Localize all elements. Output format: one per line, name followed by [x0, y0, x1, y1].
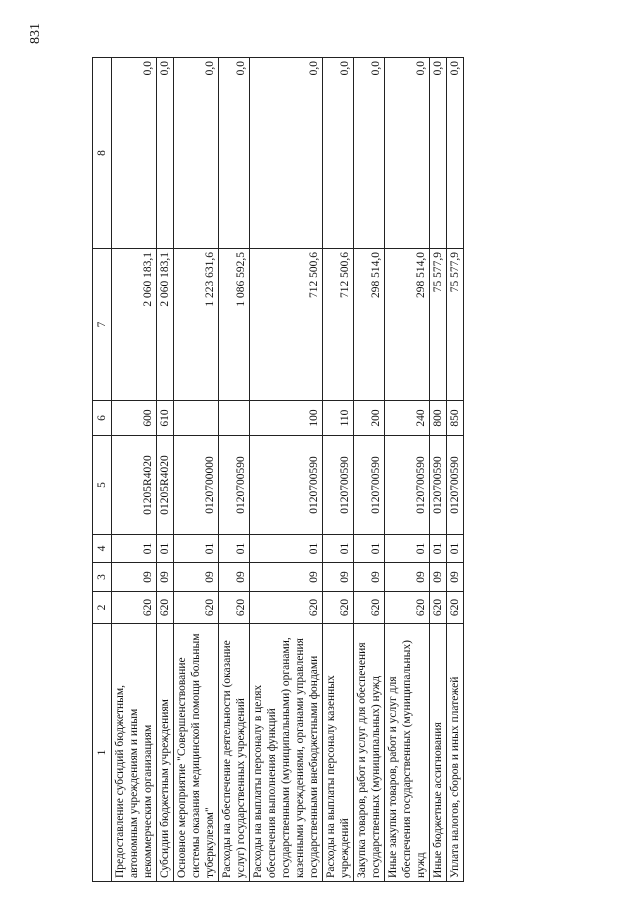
cell-c5: 01205R4020 [157, 436, 174, 535]
cell-c5: 0120700590 [447, 436, 464, 535]
cell-c4: 01 [354, 535, 385, 563]
cell-c5: 0120700590 [385, 436, 430, 535]
cell-c7: 1 223 631,6 [174, 249, 219, 401]
cell-name: Субсидии бюджетным учреждениям [157, 624, 174, 882]
cell-c4: 01 [447, 535, 464, 563]
cell-c7: 2 060 183,1 [112, 249, 157, 401]
cell-name: Расходы на обеспечение деятельности (оказание услуг) государственных учреждений [219, 624, 250, 882]
header-row [93, 58, 112, 882]
cell-c5: 0120700590 [250, 436, 323, 535]
cell-c8: 0,0 [157, 58, 174, 249]
cell-c3: 09 [174, 563, 219, 592]
cell-c3: 09 [112, 563, 157, 592]
cell-c4: 01 [250, 535, 323, 563]
budget-table [92, 57, 464, 882]
cell-c3: 09 [354, 563, 385, 592]
table-row [112, 58, 157, 882]
cell-name: Предоставление субсидий бюджетным, автономным учреждениям и иным некоммерческим организациям [112, 624, 157, 882]
header-col-1: 1 [93, 624, 112, 882]
rotated-table-container [92, 58, 494, 882]
cell-c4: 01 [385, 535, 430, 563]
cell-c3: 09 [250, 563, 323, 592]
cell-c2: 620 [112, 592, 157, 624]
table-row [447, 58, 464, 882]
cell-c6: 600 [112, 401, 157, 436]
table-row [157, 58, 174, 882]
cell-c2: 620 [430, 592, 447, 624]
page-number: 831 [28, 23, 43, 44]
cell-c8: 0,0 [174, 58, 219, 249]
cell-name: Закупка товаров, работ и услуг для обеспечения государственных (муниципальных) нужд [354, 624, 385, 882]
cell-c4: 01 [157, 535, 174, 563]
cell-c8: 0,0 [430, 58, 447, 249]
cell-c6 [174, 401, 219, 436]
cell-c2: 620 [354, 592, 385, 624]
cell-c5: 0120700000 [174, 436, 219, 535]
header-col-2: 2 [93, 592, 112, 624]
cell-c6: 850 [447, 401, 464, 436]
cell-c4: 01 [430, 535, 447, 563]
cell-c7: 712 500,6 [250, 249, 323, 401]
cell-c3: 09 [157, 563, 174, 592]
cell-c7: 712 500,6 [323, 249, 354, 401]
cell-c8: 0,0 [112, 58, 157, 249]
cell-c7: 75 577,9 [447, 249, 464, 401]
cell-c7: 1 086 592,5 [219, 249, 250, 401]
cell-name: Расходы на выплаты персоналу в целях обеспечения выполнения функций государственными (муниципальными) органами, казенными учреждениями, органами управления государственными внебюджетными фондами [250, 624, 323, 882]
table-row [385, 58, 430, 882]
cell-c2: 620 [385, 592, 430, 624]
cell-c6: 110 [323, 401, 354, 436]
cell-c2: 620 [323, 592, 354, 624]
table-row [323, 58, 354, 882]
cell-c3: 09 [219, 563, 250, 592]
cell-c5: 01205R4020 [112, 436, 157, 535]
table-row [174, 58, 219, 882]
header-col-7: 7 [93, 249, 112, 401]
header-col-4: 4 [93, 535, 112, 563]
cell-c6 [219, 401, 250, 436]
cell-c4: 01 [112, 535, 157, 563]
cell-c5: 0120700590 [323, 436, 354, 535]
cell-c6: 200 [354, 401, 385, 436]
cell-c7: 298 514,0 [385, 249, 430, 401]
header-col-6: 6 [93, 401, 112, 436]
cell-c4: 01 [323, 535, 354, 563]
cell-c2: 620 [157, 592, 174, 624]
table-row [219, 58, 250, 882]
cell-c6: 100 [250, 401, 323, 436]
cell-c2: 620 [447, 592, 464, 624]
cell-c5: 0120700590 [354, 436, 385, 535]
table-row [354, 58, 385, 882]
cell-c6: 610 [157, 401, 174, 436]
cell-c5: 0120700590 [219, 436, 250, 535]
cell-name: Иные закупки товаров, работ и услуг для обеспечения государственных (муниципальных) нужд [385, 624, 430, 882]
cell-c8: 0,0 [323, 58, 354, 249]
cell-c8: 0,0 [354, 58, 385, 249]
table-body [112, 58, 464, 882]
cell-c7: 2 060 183,1 [157, 249, 174, 401]
cell-c8: 0,0 [219, 58, 250, 249]
header-col-8: 8 [93, 58, 112, 249]
cell-c2: 620 [174, 592, 219, 624]
cell-c3: 09 [430, 563, 447, 592]
cell-c5: 0120700590 [430, 436, 447, 535]
cell-name: Уплата налогов, сборов и иных платежей [447, 624, 464, 882]
cell-name: Расходы на выплаты персоналу казенных учреждений [323, 624, 354, 882]
cell-c2: 620 [219, 592, 250, 624]
cell-c8: 0,0 [250, 58, 323, 249]
cell-c7: 298 514,0 [354, 249, 385, 401]
cell-name: Основное мероприятие "Совершенствование системы оказания медицинской помощи больным туберкулезом" [174, 624, 219, 882]
cell-c3: 09 [323, 563, 354, 592]
cell-name: Иные бюджетные ассигнования [430, 624, 447, 882]
cell-c6: 800 [430, 401, 447, 436]
table-header [93, 58, 112, 882]
cell-c7: 75 577,9 [430, 249, 447, 401]
cell-c8: 0,0 [447, 58, 464, 249]
cell-c3: 09 [447, 563, 464, 592]
table-row [250, 58, 323, 882]
cell-c4: 01 [219, 535, 250, 563]
header-col-3: 3 [93, 563, 112, 592]
header-col-5: 5 [93, 436, 112, 535]
cell-c8: 0,0 [385, 58, 430, 249]
table-row [430, 58, 447, 882]
cell-c4: 01 [174, 535, 219, 563]
cell-c6: 240 [385, 401, 430, 436]
cell-c2: 620 [250, 592, 323, 624]
cell-c3: 09 [385, 563, 430, 592]
